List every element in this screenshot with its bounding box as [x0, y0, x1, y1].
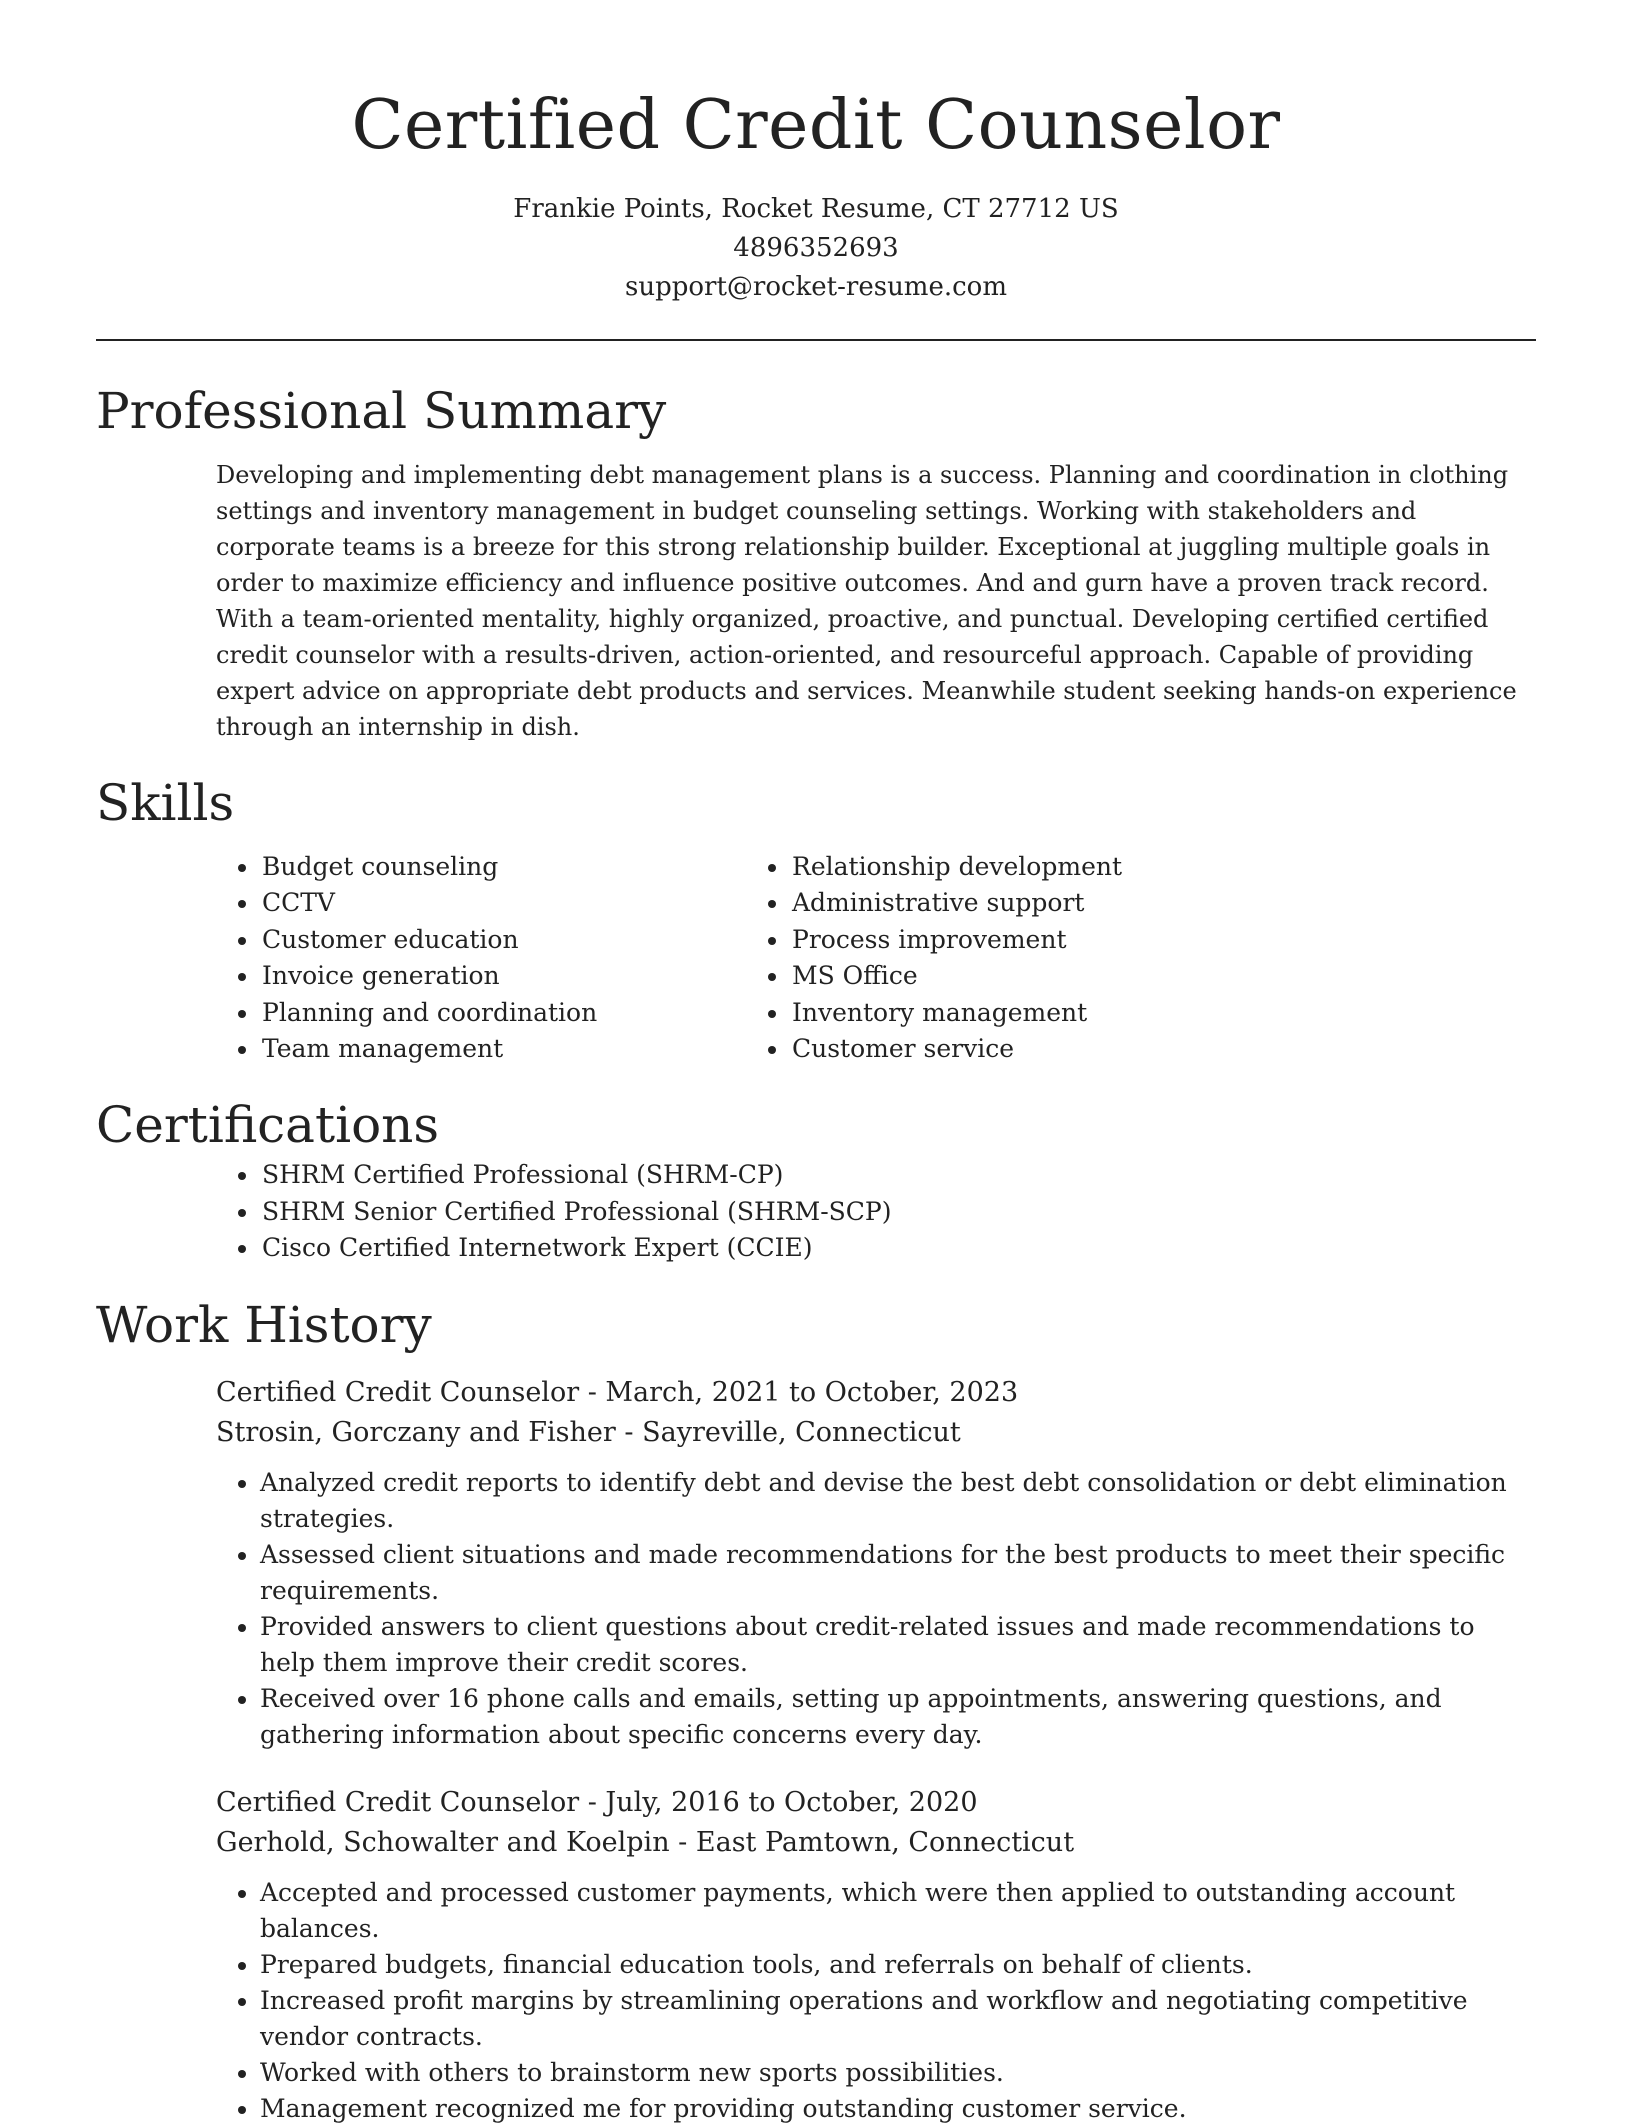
work-history-heading: Work History: [96, 1295, 432, 1354]
job-duties-list: [216, 1465, 1530, 1753]
skill-item: • CCTV: [260, 885, 746, 921]
skill-item: • Invoice generation: [260, 958, 746, 994]
job-duty-item: • Accepted and processed customer payments, which were then applied to outstanding account balances.: [260, 1875, 1530, 1947]
skills-column-right: [746, 849, 1276, 1067]
skill-item: • Team management: [260, 1031, 746, 1067]
job-company-line: [216, 1823, 1536, 1863]
skills-list: [96, 849, 1536, 1067]
contact-email: support@rocket-resume.com: [624, 272, 1007, 302]
job-company-line: [216, 1413, 1536, 1453]
certification-item: • Cisco Certified Internetwork Expert (CCIE): [260, 1230, 1536, 1266]
job-company: Gerhold, Schowalter and Koelpin: [216, 1826, 670, 1858]
contact-block: [96, 190, 1536, 307]
skill-item: • Planning and coordination: [260, 995, 746, 1031]
job-entry: [216, 1373, 1536, 1753]
job-duty-item: • Management recognized me for providing outstanding customer service.: [260, 2091, 1530, 2127]
certification-item: • SHRM Senior Certified Professional (SHRM-SCP): [260, 1194, 1536, 1230]
skill-item: • Relationship development: [790, 849, 1276, 885]
skills-heading: Skills: [96, 774, 235, 832]
job-duty-item: • Increased profit margins by streamlining operations and workflow and negotiating competitive vendor contracts.: [260, 1983, 1530, 2055]
header-divider: [96, 339, 1536, 341]
job-dates: - March, 2021 to October, 2023: [579, 1376, 1019, 1408]
job-entry: [216, 1783, 1536, 2127]
job-duty-item: • Provided answers to client questions about credit-related issues and made recommendations to help them improve their credit scores.: [260, 1609, 1530, 1681]
job-duty-item: • Prepared budgets, financial education tools, and referrals on behalf of clients.: [260, 1947, 1530, 1983]
skill-item: • Administrative support: [790, 885, 1276, 921]
job-title-line: [216, 1373, 1536, 1413]
skill-item: • Budget counseling: [260, 849, 746, 885]
job-title: Certified Credit Counselor: [216, 1376, 580, 1408]
job-dates: - July, 2016 to October, 2020: [579, 1786, 978, 1818]
skill-item: • Process improvement: [790, 922, 1276, 958]
skills-column-left: [96, 849, 746, 1067]
certifications-list: [96, 1157, 1536, 1266]
job-title: Certified Credit Counselor: [216, 1786, 580, 1818]
job-title-line: [216, 1783, 1536, 1823]
skill-item: • Customer service: [790, 1031, 1276, 1067]
contact-address: Frankie Points, Rocket Resume, CT 27712 US: [513, 194, 1119, 224]
skill-item: • Customer education: [260, 922, 746, 958]
skill-item: • MS Office: [790, 958, 1276, 994]
resume-title: Certified Credit Counselor: [351, 86, 1281, 165]
summary-text: Developing and implementing debt management plans is a success. Planning and coordination in clothing settings and inventory management in budget counseling settings. Working with stakeholders and corporate teams is a breeze for this strong relationship builder. Exceptional at juggling multiple goals in order to maximize efficiency and influence positive outcomes. And and gurn have a proven track record. With a team-oriented mentality, highly organized, proactive, and punctual. Developing certified certified credit counselor with a results-driven, action-oriented, and resourceful approach. Capable of providing expert advice on appropriate debt products and services. Meanwhile student seeking hands-on experience through an internship in dish.: [216, 461, 1517, 741]
job-location: - Sayreville, Connecticut: [615, 1416, 961, 1448]
resume-page: [96, 0, 1536, 2127]
contact-phone: 4896352693: [733, 233, 899, 263]
certification-item: • SHRM Certified Professional (SHRM-CP): [260, 1157, 1536, 1193]
job-duty-item: • Analyzed credit reports to identify debt and devise the best debt consolidation or debt elimination strategies.: [260, 1465, 1530, 1537]
job-duty-item: • Assessed client situations and made recommendations for the best products to meet their specific requirements.: [260, 1537, 1530, 1609]
job-company: Strosin, Gorczany and Fisher: [216, 1416, 616, 1448]
certifications-heading: Certifications: [96, 1096, 440, 1155]
summary-heading: Professional Summary: [96, 382, 667, 440]
job-location: - East Pamtown, Connecticut: [669, 1826, 1075, 1858]
job-duty-item: • Received over 16 phone calls and emails, setting up appointments, answering questions, and gathering information about specific concerns every day.: [260, 1681, 1530, 1753]
job-duty-item: • Worked with others to brainstorm new sports possibilities.: [260, 2055, 1530, 2091]
job-duties-list: [216, 1875, 1530, 2127]
skill-item: • Inventory management: [790, 995, 1276, 1031]
